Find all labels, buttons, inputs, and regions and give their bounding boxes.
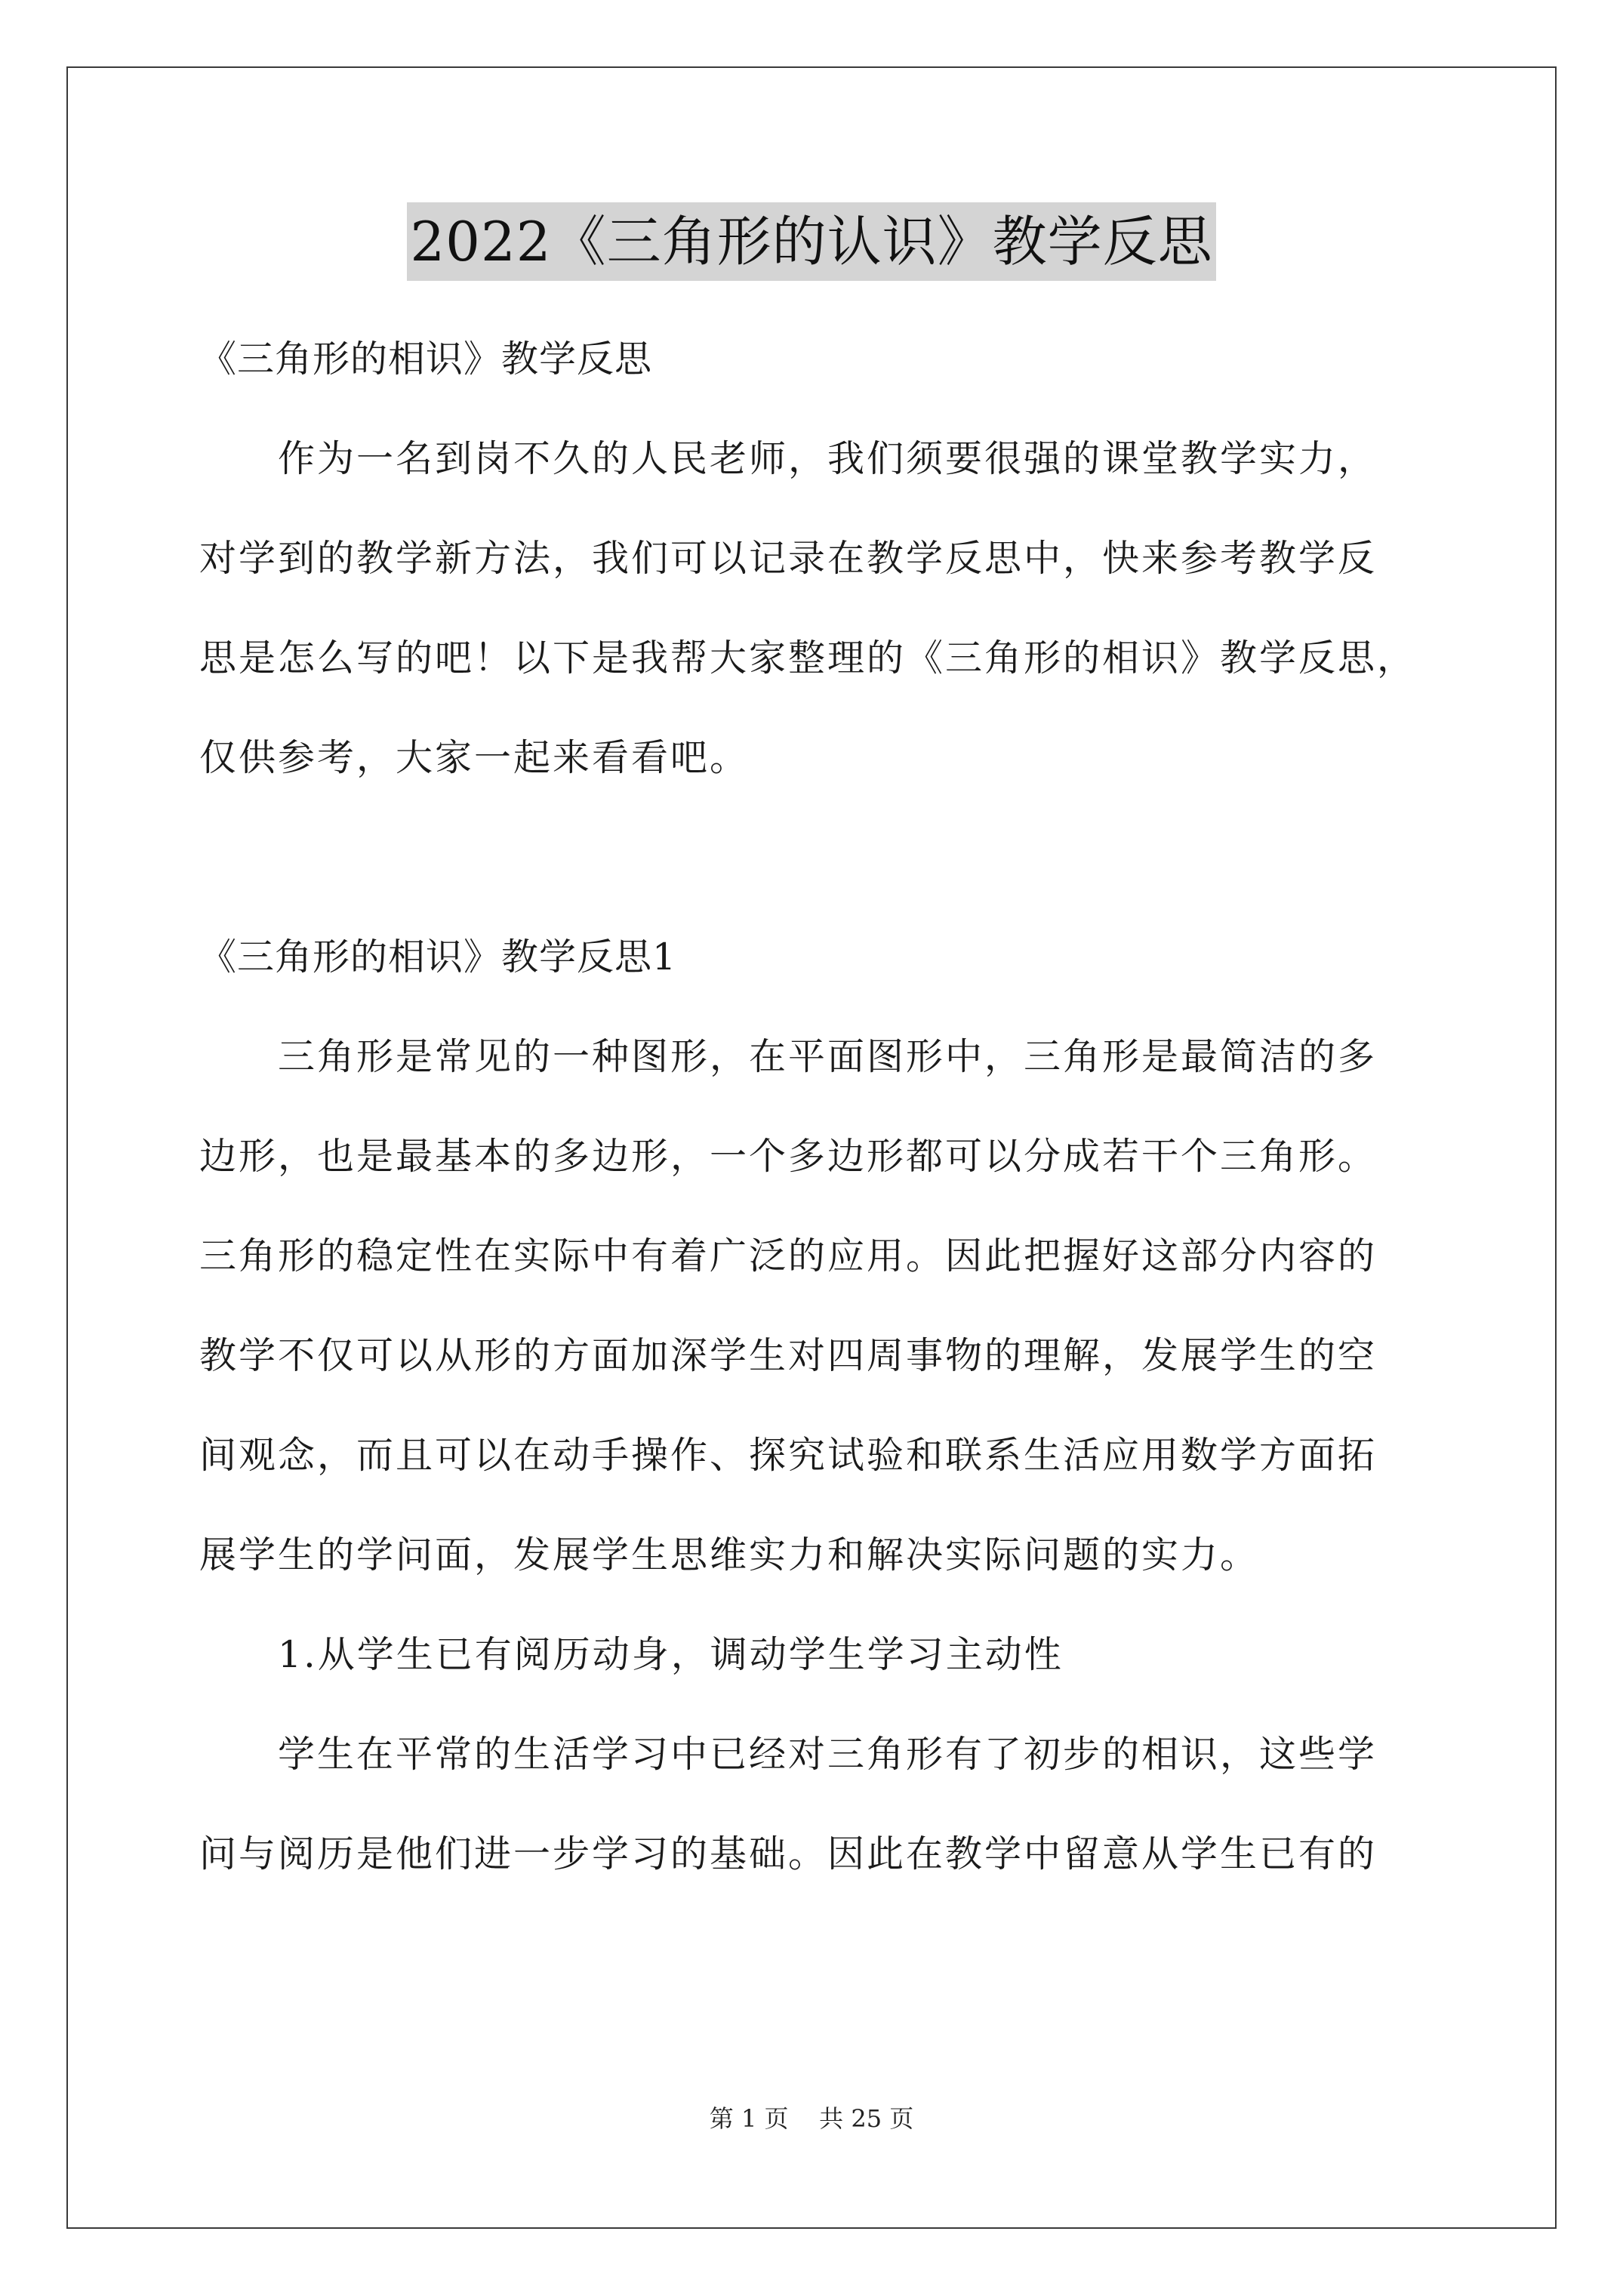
paragraph-line: 学生在平常的生活学习中已经对三角形有了初步的相识，这些学 — [278, 1733, 1378, 1776]
paragraph-line: 间观念，而且可以在动手操作、探究试验和联系生活应用数学方面拓 — [199, 1434, 1378, 1477]
page-number: 第 1 页 共 25 页 — [709, 2104, 914, 2133]
paragraph-line: 思是怎么写的吧！以下是我帮大家整理的《三角形的相识》教学反思， — [199, 636, 1417, 680]
paragraph-line: 三角形是常见的一种图形，在平面图形中，三角形是最简洁的多 — [278, 1035, 1378, 1078]
paragraph-line: 边形，也是最基本的多边形，一个多边形都可以分成若干个三角形。 — [199, 1135, 1378, 1178]
document-title: 2022《三角形的认识》教学反思 — [407, 202, 1215, 281]
blank-line — [199, 808, 1430, 908]
subtitle: 《三角形的相识》教学反思 — [199, 337, 653, 381]
paragraph-line: 教学不仅可以从形的方面加深学生对四周事物的理解，发展学生的空 — [199, 1334, 1378, 1377]
point-heading: 1.从学生已有阅历动身，调动学生学习主动性 — [278, 1633, 1064, 1676]
paragraph-line: 三角形的稳定性在实际中有着广泛的应用。因此把握好这部分内容的 — [199, 1234, 1378, 1277]
section-heading: 《三角形的相识》教学反思1 — [199, 935, 677, 978]
title-container — [0, 202, 1623, 281]
paragraph-line: 问与阅历是他们进一步学习的基础。因此在教学中留意从学生已有的 — [199, 1832, 1378, 1875]
paragraph-line: 仅供参考，大家一起来看看吧。 — [199, 736, 750, 779]
paragraph-line: 作为一名到岗不久的人民老师，我们须要很强的课堂教学实力， — [278, 437, 1378, 480]
paragraph-line: 对学到的教学新方法，我们可以记录在教学反思中，快来参考教学反 — [199, 537, 1378, 580]
document-body — [199, 310, 1430, 1904]
paragraph-line: 展学生的学问面，发展学生思维实力和解决实际问题的实力。 — [199, 1533, 1260, 1576]
